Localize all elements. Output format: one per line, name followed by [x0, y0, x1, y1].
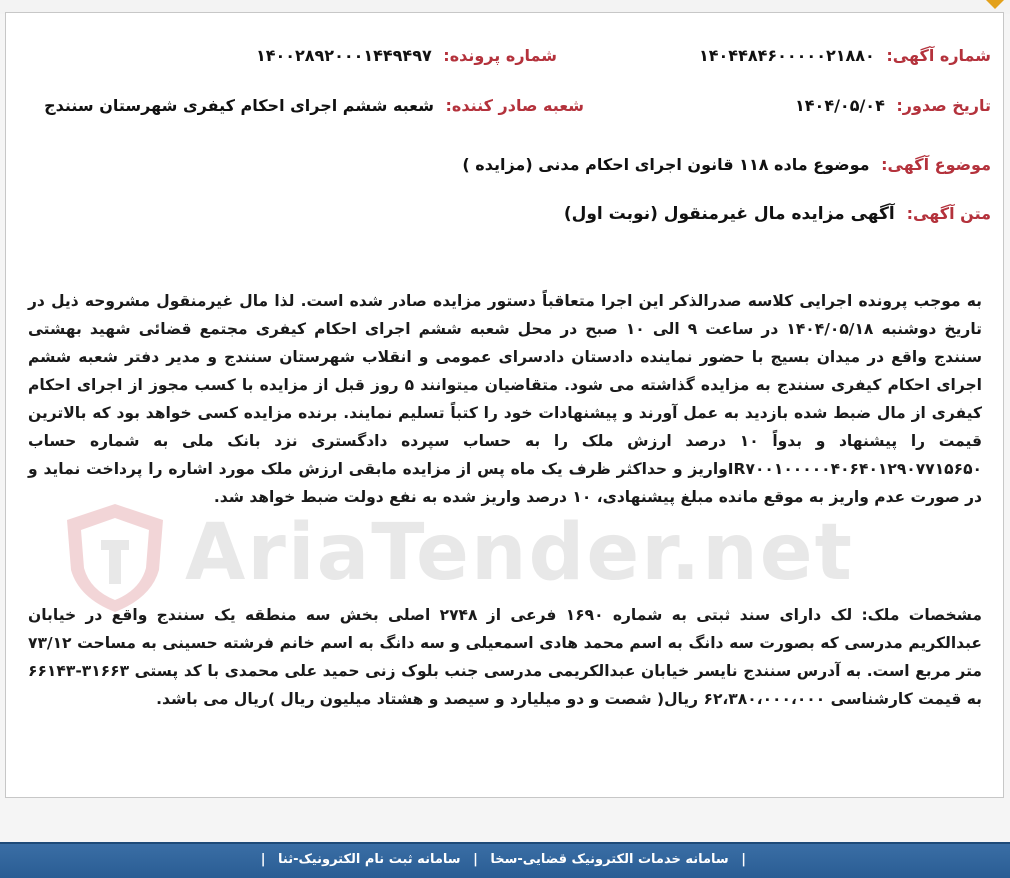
footer-separator: |: [260, 852, 266, 867]
property-specs-text: مشخصات ملک: لک دارای سند ثبتی به شماره ۱۶۹۰ فرعی از ۲۷۴۸ اصلی بخش سه منطقه یک سنندج واقع در خیابان عبدالکریم مدرسی که بصورت سه دانگ به اسم محمد هادی اسمعیلی و سه دانگ به اسم خانم فرشته حسینی به مساحت ۷۳/۱۲ متر مربع است. به آدرس سنندج نایسر خیابان عبدالکریمی مدرسی جنب بلوک زنی حمید علی محمدی با کد پستی ۳۱۶۶۳-۶۶۱۴۳ به قیمت کارشناسی ۶۲،۳۸۰،۰۰۰،۰۰۰ ریال( شصت و دو میلیارد و سیصد و هشتاد میلیون ریال )ریال می باشد.: [28, 606, 982, 708]
auction-text-part1: به موجب پرونده اجرایی کلاسه صدرالذکر این اجرا متعاقباً دستور مزایده صادر شده است. لذا مال غیرمنقول مشروحه ذیل در تاریخ دوشنبه ۱۴۰۴/۰۵/۱۸ در ساعت ۹ الی ۱۰ صبح در محل شعبه ششم اجرای احکام کیفری مجتمع قضائی شهید بهشتی سنندج واقع در میدان بسیج با حضور نماینده دادستان دادسرای عمومی و انقلاب شهرستان سنندج و مدیر دفتر شعبه ششم اجرای احکام کیفری سنندج به مزایده گذاشته می شود. متقاضیان میتوانند ۵ روز قبل از مزایده با کسب مجوز از اجرای احکام کیفری از مال ضبط شده بازدید به عمل آورند و پیشنهادات خود را کتباً تسلیم نمایند. برنده مزایده کسی خواهد بود که بالاترین قیمت را پیشنهاد و بدواً ۱۰ درصد ارزش ملک را به حساب سپرده دادگستری نزد بانک ملی به شماره حساب: [28, 292, 982, 450]
iban-value: IR۷۰۰۱۰۰۰۰۰۴۰۶۴۰۱۲۹۰۷۷۱۵۶۵۰: [727, 460, 982, 478]
auction-paragraph: [28, 287, 982, 511]
ad-number-label: شماره آگهی:: [886, 46, 991, 65]
footer-bar: [0, 842, 1010, 878]
footer-links: [257, 852, 750, 867]
case-number-value: ۱۴۰۰۲۸۹۲۰۰۰۱۴۴۹۴۹۷: [255, 46, 432, 65]
issue-date-label: تاریخ صدور:: [896, 96, 991, 115]
branch-value: شعبه ششم اجرای احکام کیفری شهرستان سنندج: [44, 96, 434, 115]
footer-separator: |: [473, 852, 478, 867]
text-title-row: [564, 204, 991, 224]
issue-date-value: ۱۴۰۴/۰۵/۰۴: [795, 96, 885, 115]
issue-date-row: [795, 96, 991, 115]
announcement-panel: [5, 12, 1004, 798]
case-number-row: [256, 46, 557, 65]
footer-link-sana[interactable]: سامانه ثبت نام الکترونیک-ثنا: [278, 852, 461, 867]
corner-arrow-icon[interactable]: [986, 0, 1004, 9]
subject-label: موضوع آگهی:: [881, 155, 991, 174]
subject-value: موضوع ماده ۱۱۸ قانون اجرای احکام مدنی (مزایده ): [462, 155, 870, 174]
case-number-label: شماره پرونده:: [443, 46, 557, 65]
ad-number-row: [699, 46, 991, 65]
subject-row: [462, 155, 991, 174]
ad-number-value: ۱۴۰۴۴۸۴۶۰۰۰۰۰۲۱۸۸۰: [699, 46, 875, 65]
footer-link-sakha[interactable]: سامانه خدمات الکترونیک قضایی-سخا: [490, 852, 729, 867]
branch-row: [44, 96, 584, 115]
text-label: متن آگهی:: [906, 204, 991, 223]
branch-label: شعبه صادر کننده:: [445, 96, 584, 115]
text-title-value: آگهی مزایده مال غیرمنقول (نوبت اول): [563, 204, 895, 224]
property-specs-paragraph: [28, 601, 982, 713]
auction-text-part2: واریز و حداکثر ظرف یک ماه پس از مزایده مابقی ارزش ملک مورد اشاره را پرداخت نماید و در صورت عدم واریز به موقع مانده مبلغ پیشنهادی، ۱۰ درصد واریز شده به نفع دولت ضبط خواهد شد.: [28, 460, 982, 506]
footer-separator: |: [741, 852, 746, 867]
watermark-text: AriaTender.net: [185, 508, 854, 598]
